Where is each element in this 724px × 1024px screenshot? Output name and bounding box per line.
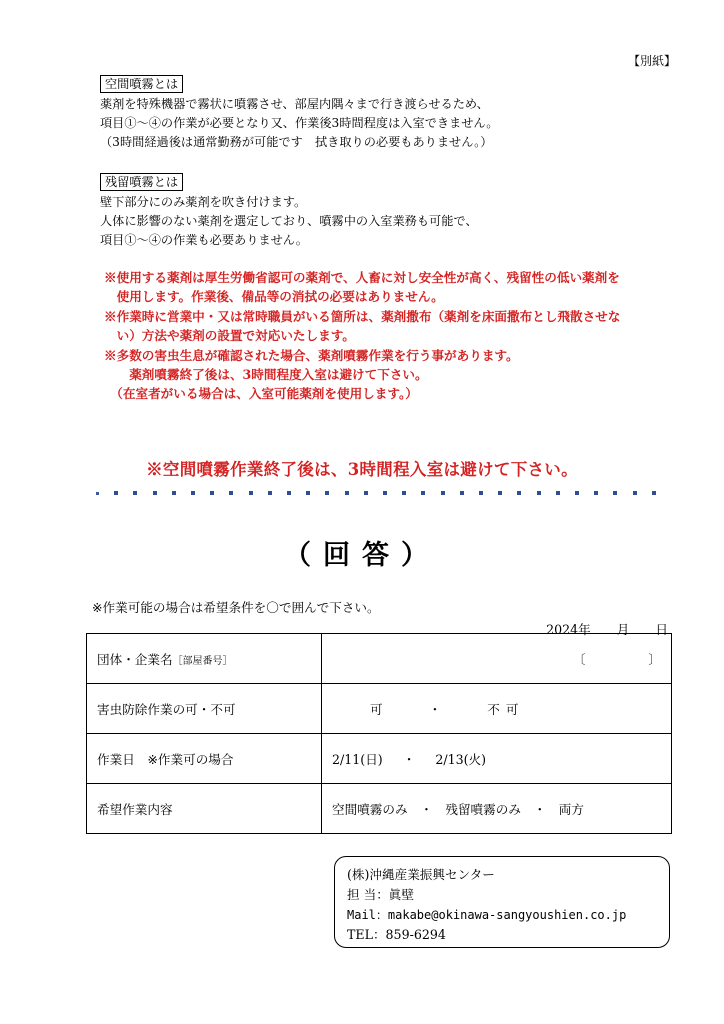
divider-dot [537,491,541,495]
divider-dot [460,491,464,495]
form-row-workday [87,734,672,784]
form-row-organization [87,634,672,684]
attachment-label: 【別紙】 [627,54,676,68]
contact-mail[interactable]: Mail：makabe@okinawa-sangyoushien.co.jp [347,908,627,922]
divider-dot [191,491,195,495]
divider-dot [479,491,483,495]
workday-options-cell [322,734,672,784]
divider-dot [575,491,579,495]
form-row-pest-control [87,684,672,734]
org-input-field[interactable] [322,634,672,684]
org-label-cell [87,634,322,684]
divider-dot [325,491,329,495]
divider-dot [594,491,598,495]
option-possible[interactable]: 可 [370,702,383,717]
option-separator: ・ [402,752,416,767]
divider-dot [268,491,272,495]
cut-line-divider [96,488,656,498]
divider-dot [249,491,253,495]
date-day: 日 [655,622,668,637]
contact-box [334,856,670,948]
residual-spray-line: 人体に影響のない薬剤を選定しており、噴霧中の入室業務も可能で、 [100,214,478,228]
divider-dot [364,491,368,495]
divider-dot [210,491,214,495]
divider-dot [441,491,445,495]
note-line: （在室者がいる場合は、入室可能薬剤を使用します。） [104,386,418,402]
divider-dot [498,491,502,495]
divider-dot [402,491,406,495]
divider-dot [652,491,656,495]
space-spray-heading: 空間噴霧とは [100,75,183,93]
option-separator: ・ [428,702,442,717]
form-row-content [87,784,672,834]
note-line: ※使用する薬剤は厚生労働省認可の薬剤で、人畜に対し安全性が高く、残留性の低い薬剤を [104,270,620,285]
contact-company: (株)沖縄産業振興センター [347,867,495,882]
divider-dot [96,492,99,495]
note-line: い）方法や薬剤の設置で対応いたします。 [104,328,355,344]
pest-label: 害虫防除作業の可・不可 [87,684,322,734]
divider-dot [517,491,521,495]
org-label: 団体・企業名 [97,652,173,667]
residual-spray-section [100,173,478,250]
content-label: 希望作業内容 [87,784,322,834]
space-spray-line: 項目①～④の作業が必要となり又、作業後3時間程度は入室できません。 [100,116,499,130]
residual-spray-line: 壁下部分にのみ薬剤を吹き付けます。 [100,195,307,209]
note-line: 使用します。作業後、備品等の消拭の必要はありません。 [104,289,444,305]
space-spray-line: 薬剤を特殊機器で霧状に噴霧させ、部屋内隅々まで行き渡らせるため、 [100,97,489,111]
room-number-label: ［部屋番号］ [172,656,233,667]
option-date-0211[interactable]: 2/11(日) [332,752,383,767]
divider-dot [633,491,637,495]
divider-dot [306,491,310,495]
notes-block [104,268,620,404]
contact-tel[interactable]: TEL：859-6294 [347,927,446,942]
date-year: 2024年 [546,622,591,637]
answer-title: （回答） [284,540,440,571]
divider-dot [556,491,560,495]
divider-dot [613,491,617,495]
date-month: 月 [616,622,630,637]
option-date-0213[interactable]: 2/13(火) [435,752,487,767]
divider-dot [133,491,137,495]
response-form [86,633,672,834]
divider-dot [172,491,176,495]
main-warning: ※空間噴霧作業終了後は、3時間程入室は避けて下さい。 [146,460,578,479]
note-line: 薬剤噴霧終了後は、3時間程度入室は避けて下さい。 [104,367,428,383]
divider-dot [421,491,425,495]
divider-dot [114,491,118,495]
contact-person: 担 当：眞壁 [347,887,414,902]
residual-spray-heading: 残留噴霧とは [100,173,183,191]
divider-dot [153,491,157,495]
workday-label: 作業日 ※作業可の場合 [87,734,322,784]
divider-dot [287,491,291,495]
space-spray-section [100,75,499,152]
instruction-text: ※作業可能の場合は希望条件を〇で囲んで下さい。 [92,600,380,615]
note-line: ※作業時に営業中・又は常時職員がいる箇所は、薬剤撒布（薬剤を床面撒布とし飛散させな [104,308,621,324]
residual-spray-line: 項目①～④の作業も必要ありません。 [100,233,308,247]
note-line: ※多数の害虫生息が確認された場合、薬剤噴霧作業を行う事があります。 [104,347,519,363]
option-impossible[interactable]: 不可 [487,702,525,717]
room-number-field[interactable]: 〔 〕 [572,652,661,667]
content-options[interactable]: 空間噴霧のみ ・ 残留噴霧のみ ・ 両方 [322,784,672,834]
divider-dot [229,491,233,495]
space-spray-line: （3時間経過後は通常勤務が可能です 拭き取りの必要もありません。） [100,135,493,149]
pest-options-cell [322,684,672,734]
divider-dot [345,491,349,495]
divider-dot [383,491,387,495]
